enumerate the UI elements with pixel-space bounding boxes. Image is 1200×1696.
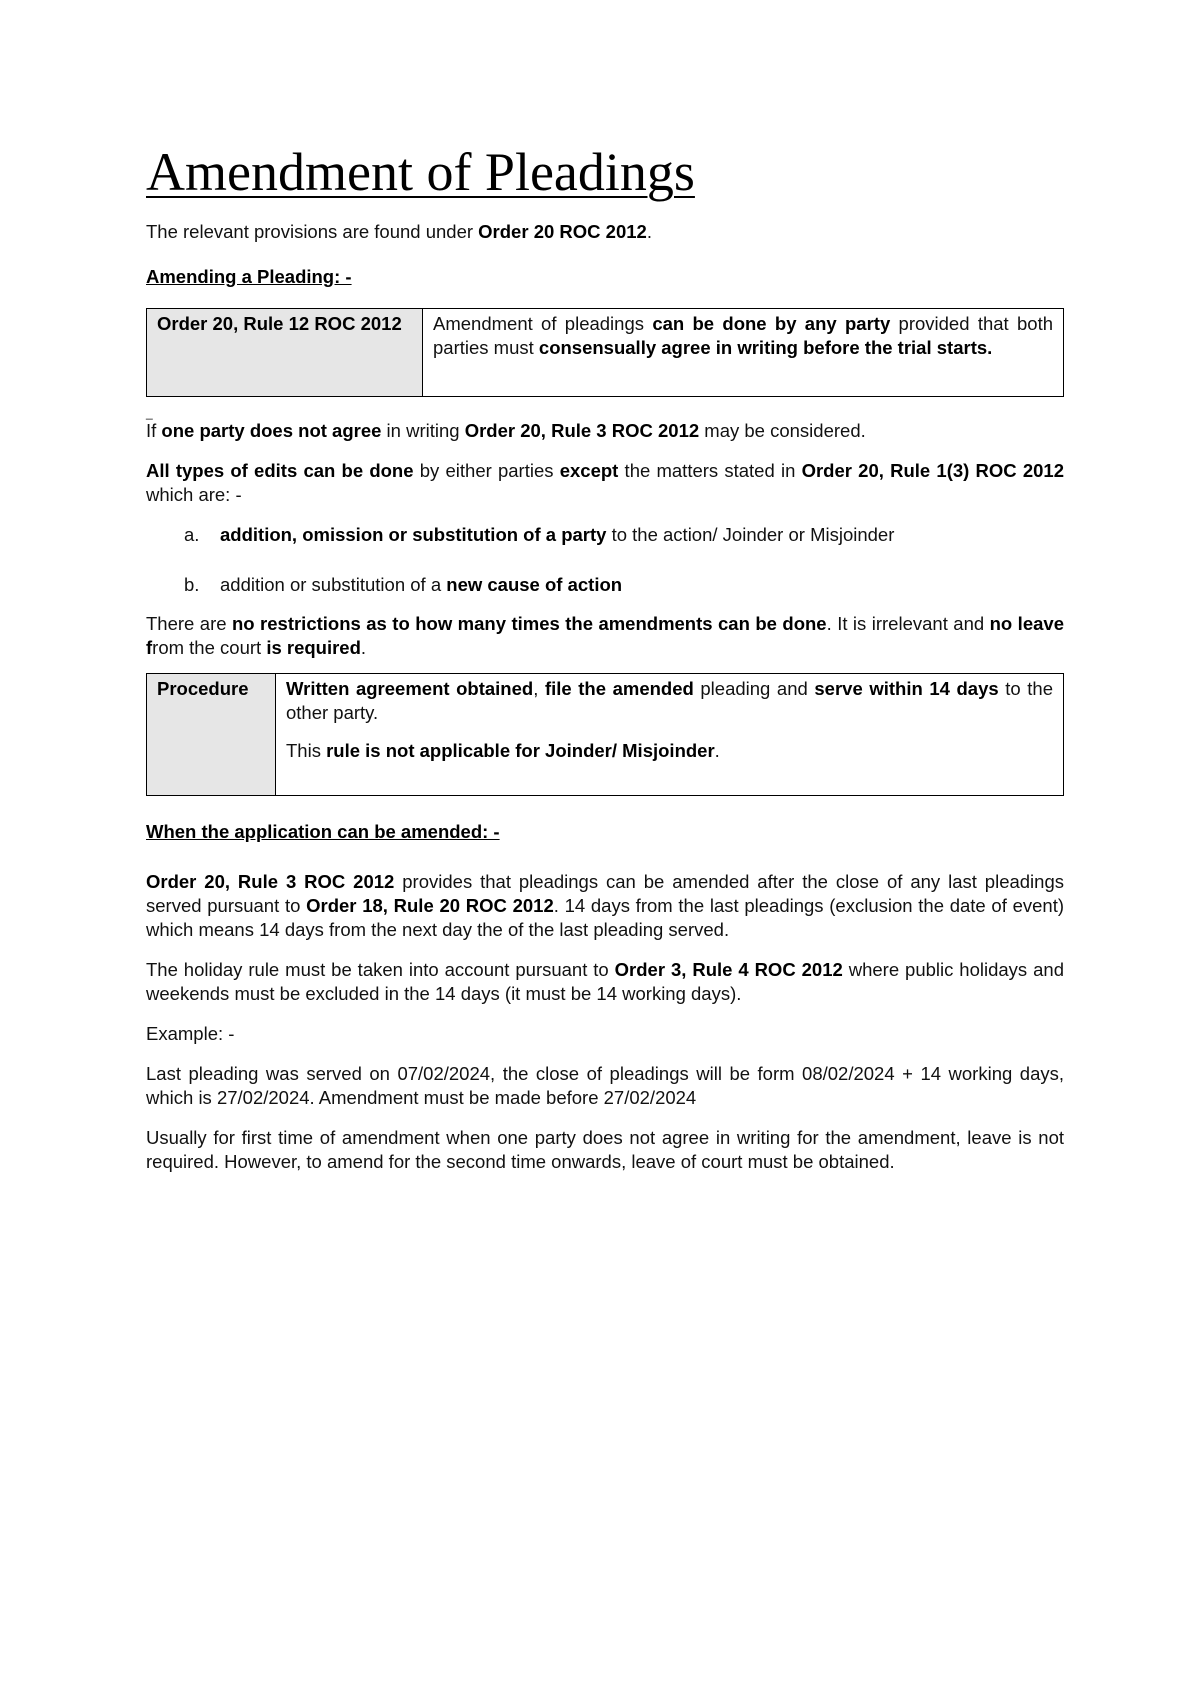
rule12-cell-body — [423, 309, 1064, 397]
rule3-paragraph — [146, 870, 1064, 942]
usually-paragraph: Usually for first time of amendment when one party does not agree in writing for the amendment, leave is not required. However, to amend for the second time onwards, leave of court must be obtained. — [146, 1127, 1064, 1172]
edits-text-3: which are: - — [146, 484, 242, 505]
empty-paragraph-mark: _ — [146, 406, 153, 420]
list-marker: a. — [184, 524, 200, 545]
rule12-text-1: Amendment of pleadings — [433, 313, 653, 334]
rule12-text-2: provided that both parties must — [433, 313, 1053, 358]
when-heading: When the application can be amended: - — [146, 821, 500, 842]
if-paragraph — [146, 419, 1064, 443]
procedure-table — [146, 673, 1064, 796]
restrictions-text-1: There are — [146, 613, 232, 634]
if-text-3: may be considered. — [699, 420, 866, 441]
example-label: Example: - — [146, 1023, 235, 1044]
exceptions-list — [146, 523, 1064, 597]
list-item-bold: new cause of action — [446, 574, 623, 595]
list-item-bold: addition, omission or substitution of a party — [220, 524, 607, 545]
restrictions-text-4: . — [360, 637, 367, 658]
list-item — [146, 573, 1064, 597]
rule12-bold-2: consensually agree in writing before the trial starts. — [538, 337, 993, 358]
procedure-bold-1: Written agreement obtained — [286, 678, 534, 699]
restrictions-bold-1: no restrictions as to how many times the amendments can be done — [231, 613, 827, 634]
procedure-text-1: , — [533, 678, 545, 699]
list-marker: b. — [184, 574, 200, 595]
procedure-text-3: to the other party. — [286, 678, 1054, 723]
edits-text-2: the matters stated in — [618, 460, 802, 481]
procedure-text-5: . — [714, 740, 720, 761]
holiday-text-1: The holiday rule must be taken into account pursuant to — [146, 959, 615, 980]
list-item — [146, 523, 1064, 547]
rule3-bold-2: Order 18, Rule 20 ROC 2012 — [306, 895, 554, 916]
procedure-cell-label: Procedure — [147, 674, 276, 796]
edits-bold-2: except — [559, 460, 619, 481]
list-item-rest: to the action/ Joinder or Misjoinder — [606, 524, 895, 545]
example-paragraph: Last pleading was served on 07/02/2024, the close of pleadings will be form 08/02/2024 + 14 working days, which is 27/02/2024. Amendment must be made before 27/02/2024 — [146, 1063, 1064, 1108]
intro-paragraph — [146, 220, 1064, 244]
holiday-text-2: where public holidays and weekends must be excluded in the 14 days (it must be 14 working days). — [146, 959, 1064, 1004]
restrictions-text-2: . It is irrelevant and — [826, 613, 990, 634]
restrictions-bold-2: no leave f — [146, 613, 1064, 658]
holiday-bold-1: Order 3, Rule 4 ROC 2012 — [614, 959, 843, 980]
intro-rule: Order 20 ROC 2012 — [478, 221, 647, 242]
restrictions-text-3: rom the court — [152, 637, 267, 658]
edits-bold-3: Order 20, Rule 1(3) ROC 2012 — [801, 460, 1064, 481]
procedure-paragraph-2 — [286, 739, 1053, 763]
intro-text: The relevant provisions are found under — [146, 221, 479, 242]
restrictions-paragraph — [146, 612, 1064, 660]
restrictions-bold-3: is required — [266, 637, 361, 658]
rule12-bold-1: can be done by any party — [652, 313, 891, 334]
procedure-cell-body — [276, 674, 1064, 796]
procedure-text-4: This — [286, 740, 327, 761]
if-bold-1: one party does not agree — [161, 420, 382, 441]
procedure-text-2: pleading and — [693, 678, 815, 699]
edits-bold-1: All types of edits can be done — [146, 460, 414, 481]
if-bold-2: Order 20, Rule 3 ROC 2012 — [464, 420, 700, 441]
rule12-cell-label: Order 20, Rule 12 ROC 2012 — [147, 309, 423, 397]
procedure-bold-3: serve within 14 days — [814, 678, 999, 699]
if-text-2: in writing — [381, 420, 465, 441]
intro-end: . — [646, 221, 652, 242]
list-item-text — [220, 573, 622, 597]
holiday-paragraph — [146, 958, 1064, 1006]
edits-paragraph — [146, 459, 1064, 507]
if-text-1: If — [146, 420, 162, 441]
rule12-table — [146, 308, 1064, 397]
rule3-bold-1: Order 20, Rule 3 ROC 2012 — [146, 871, 395, 892]
procedure-paragraph-1 — [286, 677, 1053, 725]
procedure-bold-4: rule is not applicable for Joinder/ Misjoinder — [326, 740, 715, 761]
amending-heading: Amending a Pleading: - — [146, 266, 352, 287]
procedure-bold-2: file the amended — [544, 678, 694, 699]
page-title: Amendment of Pleadings — [146, 142, 695, 202]
rule3-text-2: . 14 days from the last pleadings (exclusion the date of event) which means 14 days from the next day the of the last pleading served. — [146, 895, 1064, 940]
list-item-rest: addition or substitution of a — [220, 574, 447, 595]
list-item-text — [220, 523, 894, 547]
edits-text-1: by either parties — [413, 460, 560, 481]
document-page — [146, 140, 1064, 1174]
rule3-text-1: provides that pleadings can be amended after the close of any last pleadings served pursuant to — [146, 871, 1064, 916]
